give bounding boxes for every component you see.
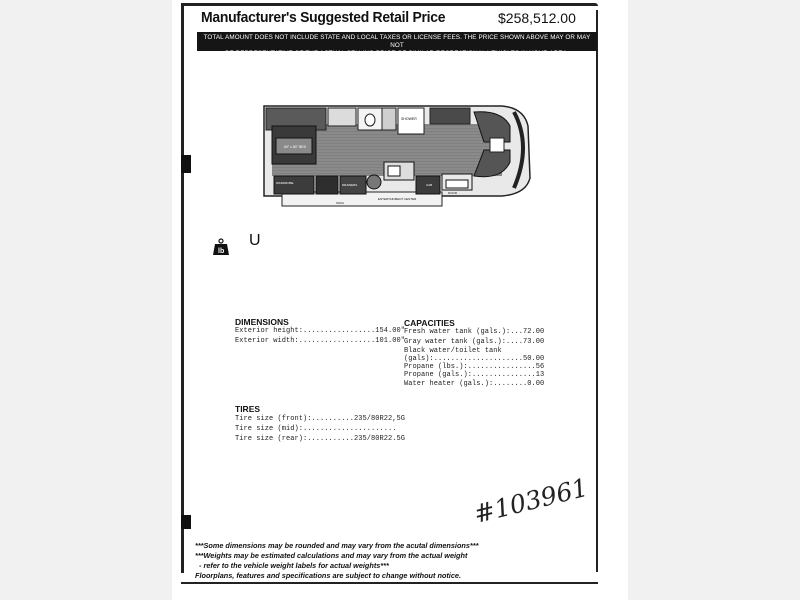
sofa-label: SOFA xyxy=(336,201,345,205)
capacity-row: Water heater (gals.):........0.00 xyxy=(404,380,545,388)
weight-unit-label: lb xyxy=(218,248,225,255)
binder-tab-mark xyxy=(181,155,191,173)
dimensions-heading: DIMENSIONS xyxy=(235,317,289,327)
capacity-row: Fresh water tank (gals.):...72.00 xyxy=(404,328,545,336)
rv-floorplan-diagram xyxy=(262,96,534,214)
page-frame-bottom xyxy=(181,582,598,584)
dimension-row: Exterior width:..................101.00" xyxy=(235,337,406,345)
page-frame-right xyxy=(596,10,598,572)
entertainment-label: ENTERTAINMENT CENTER xyxy=(378,197,417,201)
weight-icon xyxy=(212,238,230,256)
capacity-row: (gals):.....................50.00 xyxy=(404,355,545,363)
capacity-row: Propane (lbs.):................56 xyxy=(404,363,545,371)
binder-tab-mark xyxy=(181,515,191,529)
capacity-row: Gray water tank (gals.):....73.00 xyxy=(404,338,545,346)
disclaimer-line: BE REPRESENTATIVE OF THE ACTUAL SELLING PRICE OF SIMILAR RECREATIONAL VEHICLES IN YOUR AREA. xyxy=(225,50,569,57)
scan-margin-right xyxy=(628,0,800,600)
disclaimer-line: TOTAL AMOUNT DOES NOT INCLUDE STATE AND LOCAL TAXES OR LICENSE FEES. THE PRICE SHOWN ABOVE MAY OR MAY NOT xyxy=(203,34,591,49)
shower-label: SHOWER xyxy=(401,117,417,121)
capacity-row: Propane (gals.):...............13 xyxy=(404,371,545,379)
cabinet-label: CAB xyxy=(426,183,433,187)
spec-sheet-page xyxy=(172,0,628,600)
dimension-row: Exterior height:.................154.00" xyxy=(235,327,406,335)
tires-heading: TIRES xyxy=(235,404,261,414)
bed-label: 60" x 80" BED xyxy=(284,145,307,149)
page-frame-left xyxy=(181,3,184,573)
tire-row: Tire size (front):..........235/80R22,5G xyxy=(235,415,406,423)
tire-row: Tire size (rear):...........235/80R22.5G xyxy=(235,435,406,443)
weight-glyph: U xyxy=(249,232,261,249)
capacities-heading: CAPACITIES xyxy=(404,318,455,328)
page-title: Manufacturer's Suggested Retail Price xyxy=(201,9,446,26)
msrp-price: $258,512.00 xyxy=(498,10,576,26)
footnote-line: ***Some dimensions may be rounded and may vary from the acutal dimensions*** xyxy=(195,541,479,550)
price-disclaimer-banner xyxy=(197,32,597,57)
handwritten-stock-number: #103961 xyxy=(470,472,591,529)
door-label: DOOR xyxy=(448,191,457,195)
capacity-row: Black water/toilet tank xyxy=(404,347,502,355)
wardrobe-label: WARDROBE xyxy=(276,181,294,185)
footnote-line: - refer to the vehicle weight labels for actual weights*** xyxy=(195,561,389,570)
drawers-label: DRAWERS xyxy=(342,183,358,187)
scan-margin-left xyxy=(0,0,172,600)
footnote-line: Floorplans, features and specifications are subject to change without notice. xyxy=(195,571,461,580)
footnote-line: ***Weights may be estimated calculations and may vary from the actual weight xyxy=(195,551,468,560)
tire-row: Tire size (mid):...................... xyxy=(235,425,397,433)
page-frame-top xyxy=(183,3,598,6)
